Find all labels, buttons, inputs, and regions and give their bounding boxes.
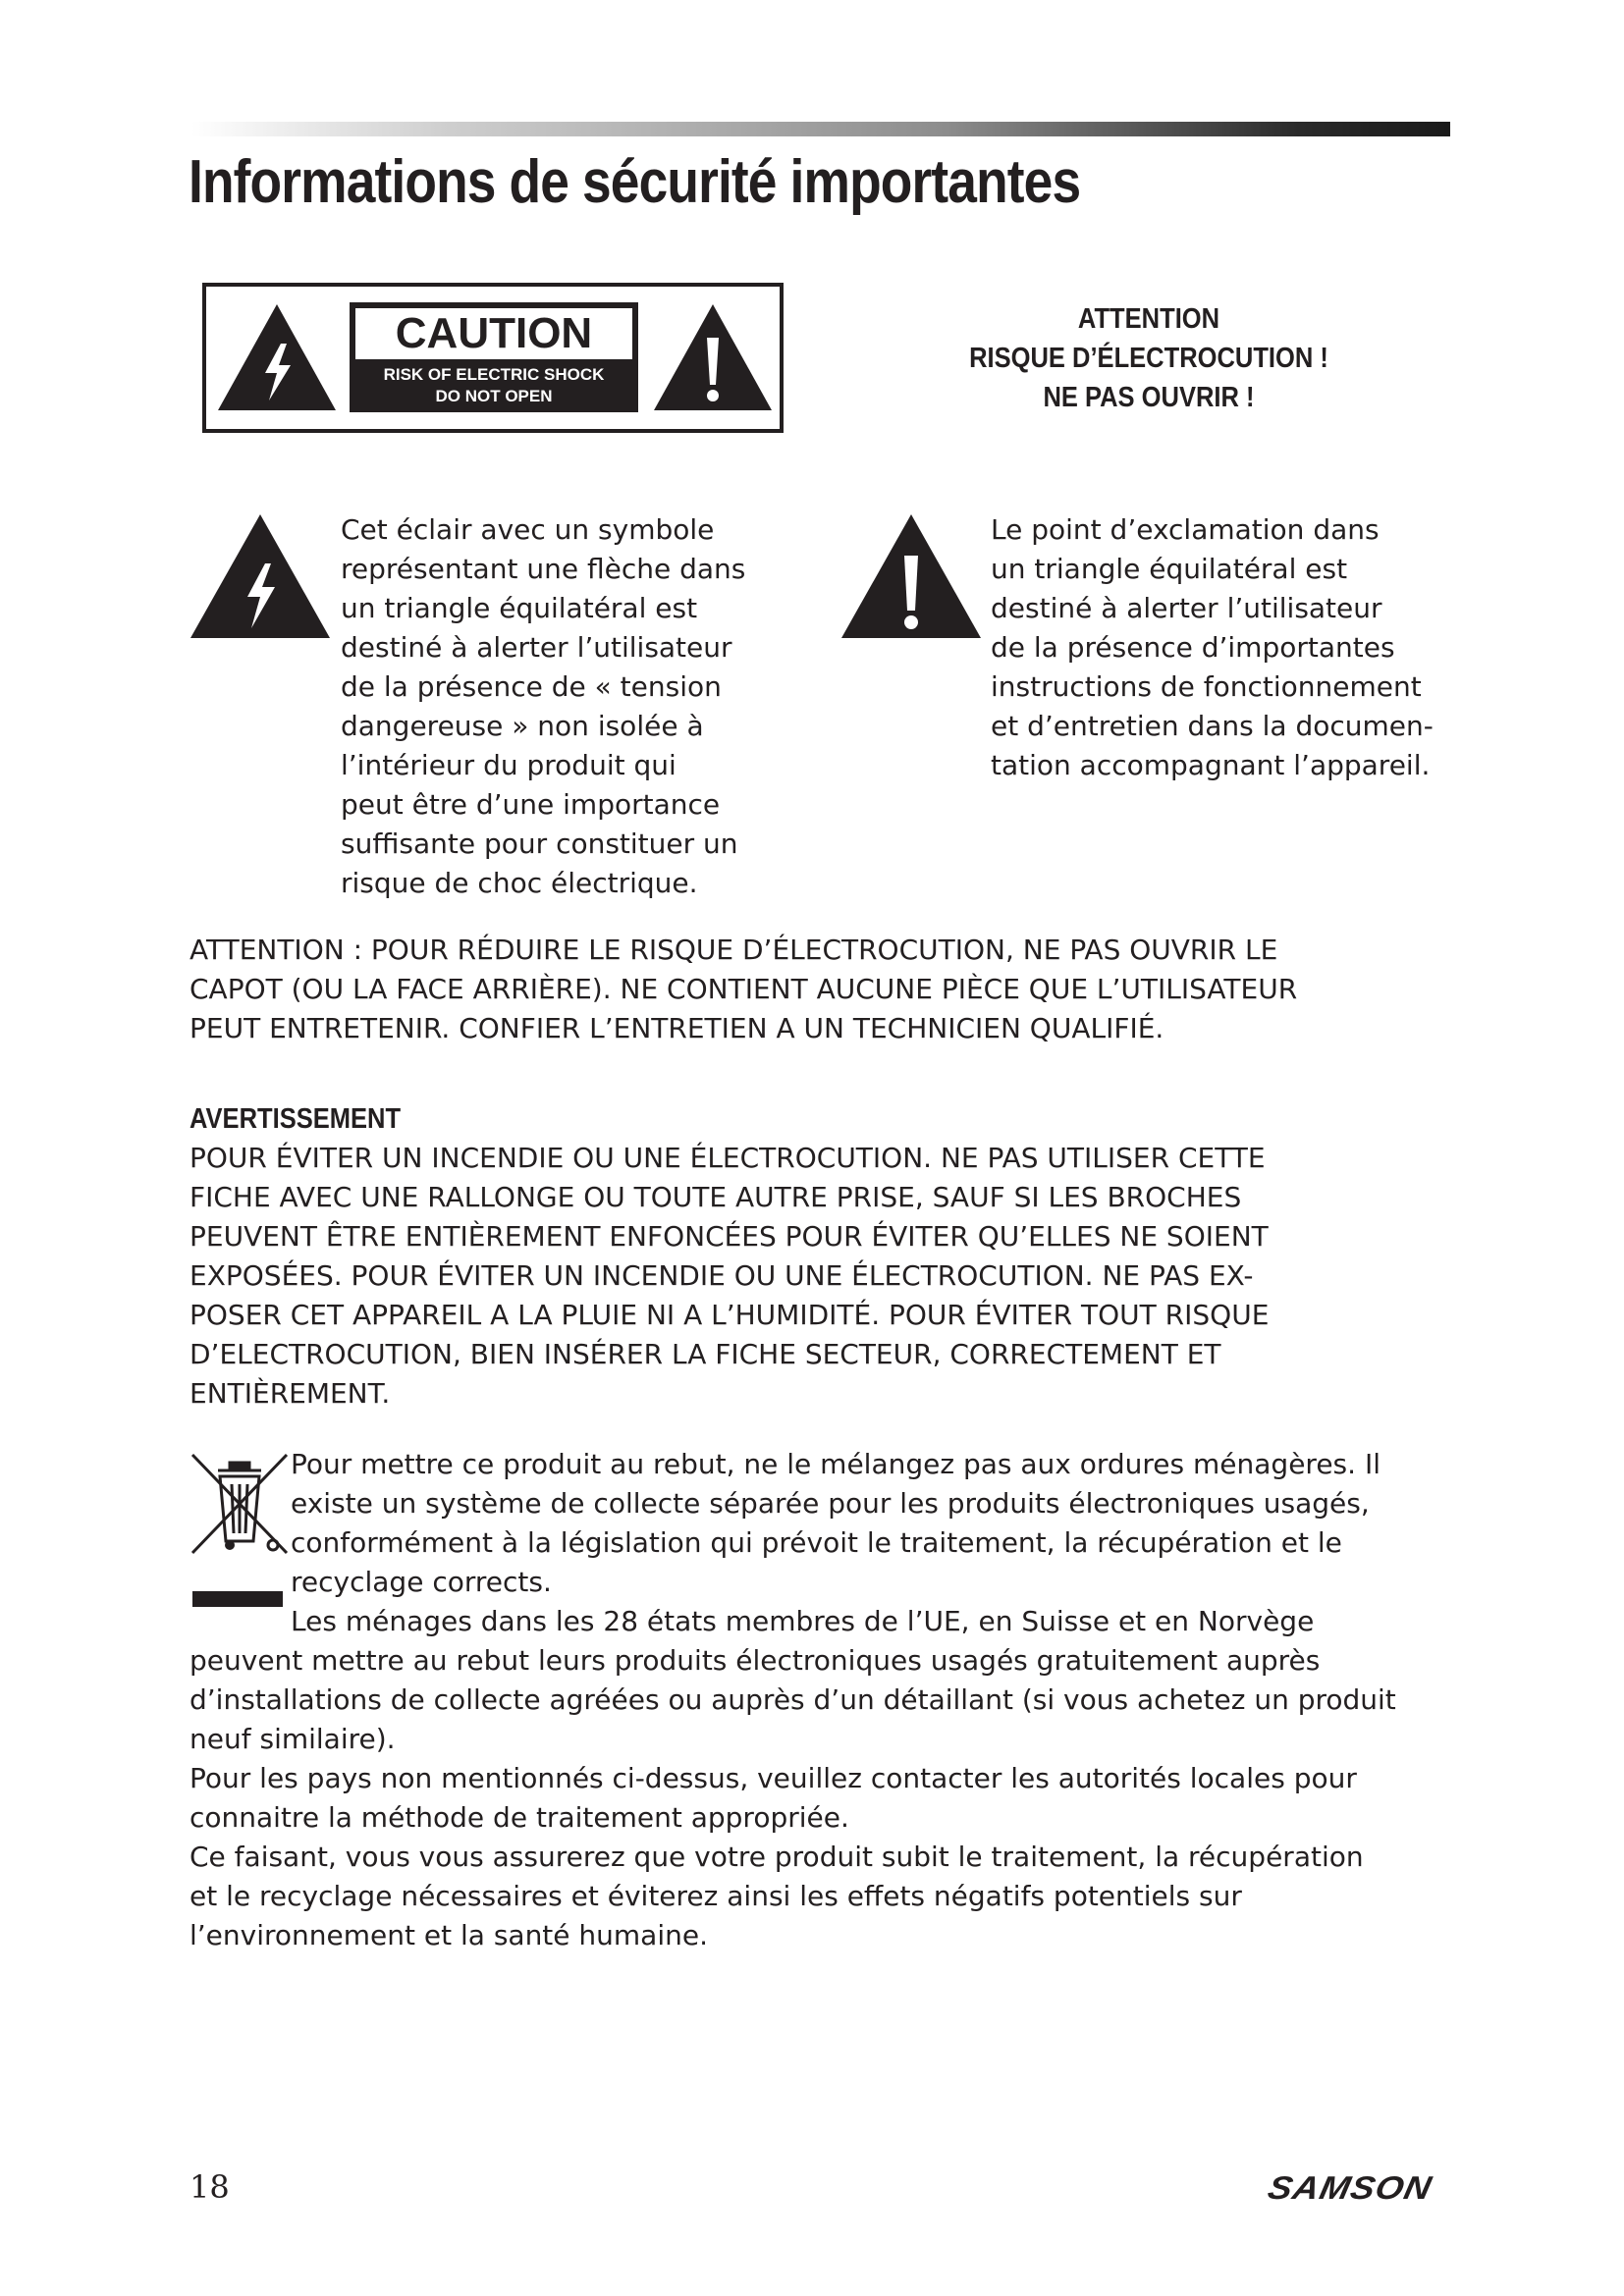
caution-box: [350, 302, 638, 412]
exclamation-symbol-icon: [839, 512, 983, 640]
disposal-continuation: [189, 1641, 1456, 1955]
text-line: FICHE AVEC UNE RALLONGE OU TOUTE AUTRE PRISE, SAUF SI LES BROCHES: [189, 1181, 1242, 1213]
attention-block: [913, 299, 1384, 417]
text-line: destiné à alerter l’utilisateur: [991, 592, 1382, 624]
text-line: suffisante pour constituer un: [341, 828, 738, 860]
caution-line-2: DO NOT OPEN: [435, 387, 553, 405]
caution-label: [202, 283, 784, 433]
text-line: ATTENTION : POUR RÉDUIRE LE RISQUE D’ÉLECTROCUTION, NE PAS OUVRIR LE: [189, 934, 1278, 966]
lightning-warning-icon: [216, 302, 338, 412]
text-line: l’intérieur du produit qui: [341, 749, 677, 781]
text-line: un triangle équilatéral est: [991, 553, 1348, 585]
crossed-out-bin-icon: [189, 1451, 291, 1576]
weee-separate-collection-bar: [192, 1591, 283, 1607]
text-line: connaitre la méthode de traitement appropriée.: [189, 1801, 849, 1834]
disposal-paragraph: [291, 1445, 1449, 1641]
text-line: D’ELECTROCUTION, BIEN INSÉRER LA FICHE SECTEUR, CORRECTEMENT ET: [189, 1338, 1221, 1370]
avertissement-paragraph: [189, 1139, 1456, 1414]
attention-paragraph: [189, 931, 1456, 1048]
attention-line-3: NE PAS OUVRIR !: [1043, 382, 1255, 413]
text-line: Pour mettre ce produit au rebut, ne le mélangez pas aux ordures ménagères. Il: [291, 1448, 1380, 1480]
avertissement-heading: AVERTISSEMENT: [189, 1103, 402, 1135]
lightning-symbol-icon: [189, 512, 332, 640]
caution-line-1: RISK OF ELECTRIC SHOCK: [383, 365, 605, 384]
text-line: PEUVENT ÊTRE ENTIÈREMENT ENFONCÉES POUR ÉVITER QU’ELLES NE SOIENT: [189, 1220, 1269, 1253]
text-line: PEUT ENTRETENIR. CONFIER L’ENTRETIEN A UN TECHNICIEN QUALIFIÉ.: [189, 1012, 1164, 1044]
text-line: existe un système de collecte séparée pour les produits électroniques usagés,: [291, 1487, 1370, 1520]
exclamation-description: [991, 510, 1452, 785]
exclamation-warning-icon: [652, 302, 774, 412]
text-line: neuf similaire).: [189, 1723, 396, 1755]
text-line: POUR ÉVITER UN INCENDIE OU UNE ÉLECTROCUTION. NE PAS UTILISER CETTE: [189, 1142, 1266, 1174]
text-line: POSER CET APPAREIL A LA PLUIE NI A L’HUMIDITÉ. POUR ÉVITER TOUT RISQUE: [189, 1299, 1270, 1331]
text-line: et le recyclage nécessaires et éviterez ainsi les effets négatifs potentiels sur: [189, 1880, 1242, 1912]
text-line: recyclage corrects.: [291, 1566, 552, 1598]
text-line: de la présence de « tension: [341, 670, 722, 703]
caution-word: CAUTION: [355, 308, 632, 359]
text-line: peut être d’une importance: [341, 788, 721, 821]
text-line: risque de choc électrique.: [341, 867, 698, 899]
page-number: 18: [189, 2168, 230, 2206]
text-line: et d’entretien dans la documen-: [991, 710, 1434, 742]
text-line: tation accompagnant l’appareil.: [991, 749, 1431, 781]
text-line: représentant une flèche dans: [341, 553, 746, 585]
text-line: destiné à alerter l’utilisateur: [341, 631, 732, 664]
attention-line-2: RISQUE D’ÉLECTROCUTION !: [969, 343, 1328, 374]
page-title: Informations de sécurité importantes: [189, 148, 1081, 216]
text-line: un triangle équilatéral est: [341, 592, 698, 624]
text-line: Le point d’exclamation dans: [991, 513, 1380, 546]
text-line: CAPOT (OU LA FACE ARRIÈRE). NE CONTIENT AUCUNE PIÈCE QUE L’UTILISATEUR: [189, 973, 1298, 1005]
text-line: d’installations de collecte agréées ou auprès d’un détaillant (si vous achetez un produit: [189, 1683, 1396, 1716]
text-line: ENTIÈREMENT.: [189, 1377, 391, 1410]
text-line: de la présence d’importantes: [991, 631, 1395, 664]
text-line: peuvent mettre au rebut leurs produits électroniques usagés gratuitement auprès: [189, 1644, 1321, 1677]
attention-line-1: ATTENTION: [1077, 303, 1220, 335]
text-line: Cet éclair avec un symbole: [341, 513, 715, 546]
text-line: Pour les pays non mentionnés ci-dessus, veuillez contacter les autorités locales pour: [189, 1762, 1357, 1794]
text-line: EXPOSÉES. POUR ÉVITER UN INCENDIE OU UNE ÉLECTROCUTION. NE PAS EX-: [189, 1259, 1254, 1292]
text-line: Les ménages dans les 28 états membres de l’UE, en Suisse et en Norvège: [291, 1605, 1315, 1637]
header-gradient-bar: [191, 122, 1450, 136]
text-line: dangereuse » non isolée à: [341, 710, 704, 742]
text-line: conformément à la législation qui prévoit le traitement, la récupération et le: [291, 1526, 1342, 1559]
text-line: instructions de fonctionnement: [991, 670, 1422, 703]
samson-logo: SAMSON: [1265, 2169, 1435, 2206]
lightning-description: [341, 510, 773, 903]
text-line: l’environnement et la santé humaine.: [189, 1919, 708, 1951]
text-line: Ce faisant, vous vous assurerez que votre produit subit le traitement, la récupération: [189, 1841, 1364, 1873]
